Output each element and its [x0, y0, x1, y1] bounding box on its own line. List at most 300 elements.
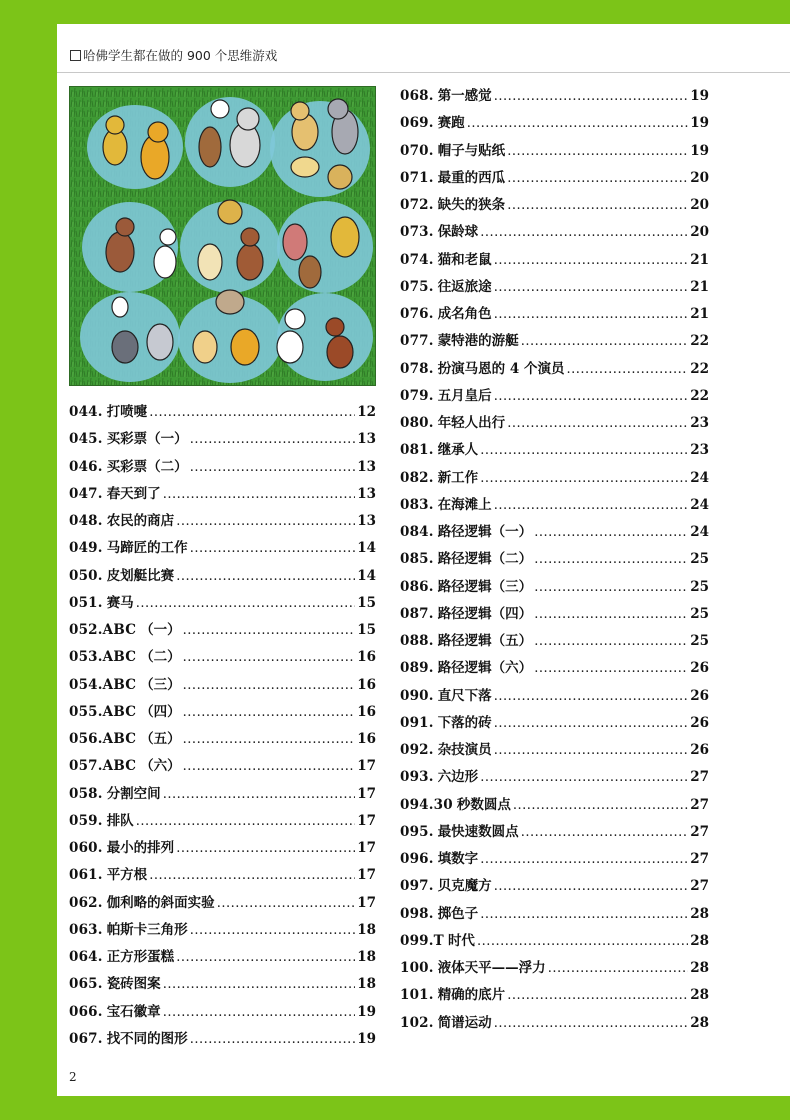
toc-leader-dots [183, 644, 356, 671]
toc-entry-title: 路径逻辑（一） [437, 524, 533, 540]
toc-entry-number: 054.ABC [69, 676, 137, 693]
toc-entry-title: （二） [140, 649, 181, 666]
toc-entry-page: 24 [690, 469, 709, 486]
toc-entry[interactable] [69, 426, 376, 453]
toc-entry-page: 13 [357, 431, 376, 448]
checkbox-glyph-icon [70, 50, 81, 61]
toc-entry-title: 猫和老鼠 [437, 251, 492, 268]
toc-leader-dots [534, 628, 688, 655]
toc-entry-page: 23 [690, 415, 709, 431]
book-page [57, 24, 790, 1096]
toc-entry[interactable] [400, 546, 709, 573]
toc-leader-dots [480, 465, 688, 492]
toc-leader-dots [163, 481, 356, 508]
toc-entry-title: 农民的商店 [106, 513, 175, 529]
toc-entry-page: 19 [690, 115, 709, 132]
toc-entry-page: 26 [690, 660, 709, 677]
toc-leader-dots [534, 546, 688, 573]
toc-entry-title: 分割空间 [106, 785, 161, 802]
toc-entry-page: 12 [357, 404, 376, 420]
toc-entry[interactable] [69, 644, 376, 671]
toc-entry-page: 20 [690, 224, 709, 241]
toc-entry[interactable] [69, 971, 376, 998]
running-header [70, 46, 277, 64]
toc-entry-number: 088. [400, 633, 434, 649]
toc-entry-number: 055.ABC [69, 703, 137, 720]
toc-leader-dots [494, 83, 689, 110]
toc-entry-page: 15 [357, 594, 376, 611]
toc-entry-number: 060. [69, 840, 103, 856]
toc-entry[interactable] [400, 628, 709, 655]
toc-leader-dots [183, 617, 356, 644]
toc-entry-page: 26 [690, 687, 709, 704]
toc-entry-title: 往返旅途 [437, 278, 492, 295]
toc-entry-title: 新工作 [437, 469, 479, 486]
toc-entry[interactable] [69, 808, 376, 835]
toc-entry-number: 059. [69, 812, 103, 829]
toc-leader-dots [217, 890, 356, 917]
toc-entry-title: 瓷砖图案 [106, 976, 161, 993]
toc-leader-dots [513, 792, 688, 819]
toc-entry-number: 056.ABC [69, 731, 137, 747]
toc-entry-page: 22 [690, 333, 709, 350]
toc-entry-page: 22 [690, 360, 709, 377]
toc-entry-title: 买彩票（一） [106, 431, 188, 448]
toc-leader-dots [183, 672, 356, 699]
toc-entry[interactable] [400, 138, 709, 165]
toc-leader-dots [467, 110, 689, 137]
toc-entry-title: 路径逻辑（三） [437, 578, 533, 595]
toc-entry[interactable] [69, 672, 376, 699]
toc-entry-page: 21 [690, 251, 709, 268]
toc-entry-title: （五） [140, 731, 181, 747]
toc-leader-dots [176, 944, 355, 971]
toc-entry-page: 28 [690, 905, 709, 922]
toc-entry[interactable] [400, 846, 709, 873]
toc-entry-page: 28 [690, 960, 709, 976]
toc-entry-title: 平方根 [106, 867, 148, 884]
toc-entry-page: 27 [690, 851, 709, 867]
toc-entry-title: 秒数圆点 [456, 796, 511, 813]
toc-leader-dots [507, 410, 688, 437]
toc-leader-dots [494, 737, 689, 764]
toc-entry-number: 069. [400, 115, 434, 132]
toc-entry[interactable] [400, 901, 709, 928]
toc-entry[interactable] [400, 683, 709, 710]
toc-entry[interactable] [400, 110, 709, 137]
toc-entry-title: 贝克魔方 [437, 878, 492, 895]
toc-entry-number: 082. [400, 469, 434, 486]
toc-entry[interactable] [400, 574, 709, 601]
toc-entry[interactable] [400, 274, 709, 301]
toc-entry[interactable] [400, 83, 709, 110]
book-title: 哈佛学生都在做的 900 个思维游戏 [83, 48, 278, 63]
toc-entry-title: 时代 [447, 932, 475, 949]
toc-entry-page: 16 [357, 649, 376, 666]
toc-leader-dots [507, 165, 688, 192]
toc-leader-dots [190, 454, 356, 481]
toc-entry-title: 宝石徽章 [106, 1003, 161, 1020]
toc-entry[interactable] [69, 1026, 376, 1053]
toc-entry-title: 直尺下落 [437, 687, 492, 704]
toc-entry-page: 16 [357, 731, 376, 747]
toc-entry[interactable] [400, 383, 709, 410]
header-divider [57, 72, 790, 73]
toc-entry-number: 065. [69, 976, 103, 993]
toc-entry-number: 089. [400, 660, 434, 677]
toc-entry-title: 打喷嚏 [106, 404, 148, 420]
toc-entry-title: 缺失的狭条 [437, 197, 506, 213]
toc-entry[interactable] [400, 655, 709, 682]
toc-entry-title: （六） [140, 758, 181, 775]
toc-entry-title: 精确的底片 [437, 987, 506, 1004]
toc-leader-dots [163, 781, 356, 808]
toc-entry[interactable] [400, 301, 709, 328]
toc-entry-title: 路径逻辑（四） [437, 605, 533, 622]
toc-entry[interactable] [400, 165, 709, 192]
toc-entry-title: 伽利略的斜面实验 [106, 894, 215, 911]
toc-leader-dots [507, 192, 688, 219]
toc-entry-number: 090. [400, 687, 434, 704]
toc-entry[interactable] [400, 1010, 709, 1037]
toc-leader-dots [507, 982, 688, 1009]
toc-entry-title: 成名角色 [437, 306, 492, 322]
toc-entry-title: 在海滩上 [437, 496, 492, 513]
toc-entry-page: 20 [690, 197, 709, 213]
toc-leader-dots [136, 808, 356, 835]
toc-entry-title: 掷色子 [437, 905, 479, 922]
toc-entry-title: 赛马 [106, 594, 134, 611]
toc-entry[interactable] [69, 890, 376, 917]
toc-entry-title: （四） [140, 703, 181, 720]
toc-entry-number: 071. [400, 169, 434, 186]
toc-entry[interactable] [69, 835, 376, 862]
toc-leader-dots [548, 955, 689, 982]
toc-entry-number: 093. [400, 769, 434, 786]
toc-entry[interactable] [69, 563, 376, 590]
toc-entry-number: 044. [69, 404, 103, 420]
toc-entry-number: 098. [400, 905, 434, 922]
toc-leader-dots [494, 301, 689, 328]
toc-entry[interactable] [400, 955, 709, 982]
toc-entry-title: 春天到了 [106, 485, 161, 502]
toc-leader-dots [190, 1026, 356, 1053]
toc-entry-number: 096. [400, 851, 434, 867]
dogs-illustration-icon [70, 87, 376, 386]
toc-entry-title: 填数字 [437, 851, 479, 867]
toc-entry[interactable] [69, 399, 376, 426]
toc-entry-title: 最重的西瓜 [437, 169, 506, 186]
toc-entry[interactable] [69, 590, 376, 617]
toc-entry-page: 18 [357, 949, 376, 965]
toc-leader-dots [176, 835, 355, 862]
toc-entry-page: 19 [357, 1030, 376, 1047]
toc-entry[interactable] [400, 928, 709, 955]
toc-entry[interactable] [69, 535, 376, 562]
toc-entry-page: 22 [690, 387, 709, 404]
toc-leader-dots [494, 247, 689, 274]
toc-entry-number: 097. [400, 878, 434, 895]
toc-entry-number: 067. [69, 1030, 103, 1047]
toc-entry[interactable] [69, 753, 376, 780]
toc-entry[interactable] [69, 781, 376, 808]
table-of-contents-left [69, 399, 376, 1053]
toc-leader-dots [149, 399, 355, 426]
toc-entry-page: 17 [357, 867, 376, 884]
toc-entry-title: 液体天平——浮力 [437, 960, 546, 976]
toc-entry[interactable] [69, 944, 376, 971]
toc-entry-number: 053.ABC [69, 649, 137, 666]
toc-entry-number: 087. [400, 605, 434, 622]
toc-entry[interactable] [400, 819, 709, 846]
toc-entry-title: 路径逻辑（六） [437, 660, 533, 677]
toc-entry-title: 排队 [106, 812, 134, 829]
toc-entry-page: 23 [690, 442, 709, 459]
toc-entry-title: 路径逻辑（二） [437, 551, 533, 568]
toc-entry[interactable] [400, 519, 709, 546]
toc-entry-number: 063. [69, 921, 103, 938]
toc-leader-dots [136, 590, 356, 617]
toc-entry[interactable] [69, 617, 376, 644]
toc-entry[interactable] [400, 465, 709, 492]
toc-entry-page: 14 [357, 567, 376, 584]
toc-entry-page: 18 [357, 921, 376, 938]
toc-entry-number: 101. [400, 987, 434, 1004]
toc-leader-dots [183, 726, 356, 753]
toc-leader-dots [534, 601, 688, 628]
toc-entry-number: 084. [400, 524, 434, 540]
toc-entry-number: 083. [400, 496, 434, 513]
toc-entry-page: 27 [690, 796, 709, 813]
toc-entry-page: 24 [690, 524, 709, 540]
toc-entry-title: 最小的排列 [106, 840, 175, 856]
toc-entry[interactable] [69, 454, 376, 481]
toc-entry[interactable] [69, 862, 376, 889]
toc-entry-title: 赛跑 [437, 115, 465, 132]
toc-entry-title: 最快速数圆点 [437, 823, 519, 840]
toc-entry-title: （一） [140, 622, 181, 638]
toc-entry-page: 17 [357, 840, 376, 856]
toc-entry[interactable] [400, 764, 709, 791]
toc-entry[interactable] [400, 410, 709, 437]
toc-entry-number: 064. [69, 949, 103, 965]
toc-leader-dots [190, 426, 356, 453]
toc-entry-page: 17 [357, 894, 376, 911]
toc-leader-dots [534, 519, 688, 546]
toc-entry-page: 26 [690, 714, 709, 731]
toc-leader-dots [494, 492, 689, 519]
toc-leader-dots [176, 563, 355, 590]
toc-entry-page: 16 [357, 676, 376, 693]
toc-entry-page: 21 [690, 306, 709, 322]
toc-entry[interactable] [400, 356, 709, 383]
toc-entry[interactable] [400, 982, 709, 1009]
toc-entry-title: 马蹄匠的工作 [106, 540, 188, 557]
toc-entry-number: 049. [69, 540, 103, 557]
toc-entry-page: 16 [357, 703, 376, 720]
toc-entry-number: 079. [400, 387, 434, 404]
toc-entry-page: 25 [690, 605, 709, 622]
toc-entry[interactable] [400, 328, 709, 355]
toc-entry-page: 24 [690, 496, 709, 513]
toc-entry-number: 081. [400, 442, 434, 459]
toc-entry-number: 095. [400, 823, 434, 840]
toc-entry-number: 051. [69, 594, 103, 611]
toc-leader-dots [480, 764, 688, 791]
toc-entry-page: 17 [357, 812, 376, 829]
toc-entry-page: 17 [357, 785, 376, 802]
toc-entry[interactable] [400, 873, 709, 900]
toc-leader-dots [190, 917, 356, 944]
toc-leader-dots [163, 971, 356, 998]
toc-entry[interactable] [400, 710, 709, 737]
toc-entry-number: 076. [400, 306, 434, 322]
toc-leader-dots [480, 219, 688, 246]
toc-entry-number: 077. [400, 333, 434, 350]
toc-entry-page: 14 [357, 540, 376, 557]
toc-leader-dots [494, 383, 689, 410]
toc-entry-page: 27 [690, 823, 709, 840]
toc-entry-title: 继承人 [437, 442, 479, 459]
toc-entry-title: 皮划艇比赛 [106, 567, 175, 584]
toc-entry-number: 085. [400, 551, 434, 568]
toc-entry-title: 第一感觉 [437, 88, 492, 104]
toc-entry-page: 18 [357, 976, 376, 993]
toc-entry-title: 五月皇后 [437, 387, 492, 404]
toc-entry-number: 080. [400, 415, 434, 431]
toc-entry[interactable] [400, 192, 709, 219]
toc-entry-number: 094.30 [400, 796, 453, 813]
toc-entry-page: 19 [690, 142, 709, 159]
toc-entry[interactable] [400, 737, 709, 764]
toc-entry-title: 帕斯卡三角形 [106, 921, 188, 938]
toc-leader-dots [183, 753, 356, 780]
toc-leader-dots [480, 846, 688, 873]
toc-entry-number: 057.ABC [69, 758, 137, 775]
toc-leader-dots [566, 356, 688, 383]
toc-entry-page: 25 [690, 633, 709, 649]
toc-leader-dots [494, 710, 689, 737]
toc-entry-page: 26 [690, 742, 709, 758]
toc-entry-number: 050. [69, 567, 103, 584]
toc-entry-number: 070. [400, 142, 434, 159]
toc-leader-dots [494, 1010, 689, 1037]
toc-entry-title: 路径逻辑（五） [437, 633, 533, 649]
toc-entry[interactable] [400, 601, 709, 628]
toc-leader-dots [480, 901, 688, 928]
toc-entry-title: （三） [140, 676, 181, 693]
toc-entry-number: 072. [400, 197, 434, 213]
toc-leader-dots [480, 437, 688, 464]
toc-entry-number: 086. [400, 578, 434, 595]
toc-entry[interactable] [400, 219, 709, 246]
toc-entry[interactable] [400, 247, 709, 274]
toc-entry-page: 13 [357, 485, 376, 502]
toc-entry[interactable] [400, 437, 709, 464]
toc-entry-title: 买彩票（二） [106, 458, 188, 475]
toc-entry-title: 帽子与贴纸 [437, 142, 506, 159]
toc-leader-dots [534, 655, 688, 682]
toc-leader-dots [521, 328, 689, 355]
toc-leader-dots [149, 862, 355, 889]
toc-entry-title: 下落的砖 [437, 714, 492, 731]
toc-entry-title: 年轻人出行 [437, 415, 506, 431]
toc-entry[interactable] [400, 492, 709, 519]
toc-leader-dots [494, 274, 689, 301]
toc-entry-number: 100. [400, 960, 434, 976]
toc-entry-number: 078. [400, 360, 434, 377]
toc-entry-number: 102. [400, 1014, 434, 1031]
toc-entry-number: 091. [400, 714, 434, 731]
toc-entry-title: 六边形 [437, 769, 479, 786]
toc-entry-page: 27 [690, 878, 709, 895]
toc-entry-number: 062. [69, 894, 103, 911]
toc-entry-page: 19 [690, 88, 709, 104]
toc-leader-dots [190, 535, 356, 562]
toc-entry[interactable] [400, 792, 709, 819]
toc-entry-page: 13 [357, 513, 376, 529]
toc-entry-page: 28 [690, 932, 709, 949]
toc-leader-dots [183, 699, 356, 726]
toc-entry-number: 073. [400, 224, 434, 241]
toc-entry[interactable] [69, 726, 376, 753]
toc-entry-number: 074. [400, 251, 434, 268]
toc-entry-number: 047. [69, 485, 103, 502]
toc-entry[interactable] [69, 481, 376, 508]
page-number: 2 [69, 1070, 77, 1084]
toc-entry-title: 扮演马恩的 4 个演员 [437, 360, 565, 377]
toc-entry-number: 099.T [400, 932, 444, 949]
toc-leader-dots [534, 574, 688, 601]
dogs-illustration [69, 86, 376, 386]
toc-entry-number: 066. [69, 1003, 103, 1020]
toc-leader-dots [494, 683, 689, 710]
toc-leader-dots [163, 999, 356, 1026]
toc-entry[interactable] [69, 508, 376, 535]
toc-entry-title: 简谱运动 [437, 1014, 492, 1031]
toc-entry-number: 092. [400, 742, 434, 758]
table-of-contents-right [400, 83, 709, 1037]
toc-entry[interactable] [69, 999, 376, 1026]
toc-entry-number: 052.ABC [69, 622, 137, 638]
toc-entry-number: 046. [69, 458, 103, 475]
toc-entry-title: 蒙特港的游艇 [437, 333, 519, 350]
toc-entry[interactable] [69, 699, 376, 726]
toc-entry-page: 25 [690, 578, 709, 595]
toc-entry-title: 找不同的图形 [106, 1030, 188, 1047]
toc-entry-number: 058. [69, 785, 103, 802]
toc-leader-dots [176, 508, 355, 535]
toc-entry[interactable] [69, 917, 376, 944]
toc-entry-page: 20 [690, 169, 709, 186]
toc-entry-number: 068. [400, 88, 434, 104]
toc-entry-page: 28 [690, 1014, 709, 1031]
toc-entry-page: 25 [690, 551, 709, 568]
toc-entry-number: 048. [69, 513, 103, 529]
toc-leader-dots [521, 819, 689, 846]
toc-entry-page: 28 [690, 987, 709, 1004]
toc-entry-page: 17 [357, 758, 376, 775]
toc-entry-page: 21 [690, 278, 709, 295]
toc-leader-dots [507, 138, 688, 165]
toc-leader-dots [477, 928, 688, 955]
toc-entry-page: 19 [357, 1003, 376, 1020]
toc-entry-title: 保龄球 [437, 224, 479, 241]
toc-entry-number: 061. [69, 867, 103, 884]
toc-entry-page: 15 [357, 622, 376, 638]
toc-entry-title: 杂技演员 [437, 742, 492, 758]
toc-entry-page: 13 [357, 458, 376, 475]
